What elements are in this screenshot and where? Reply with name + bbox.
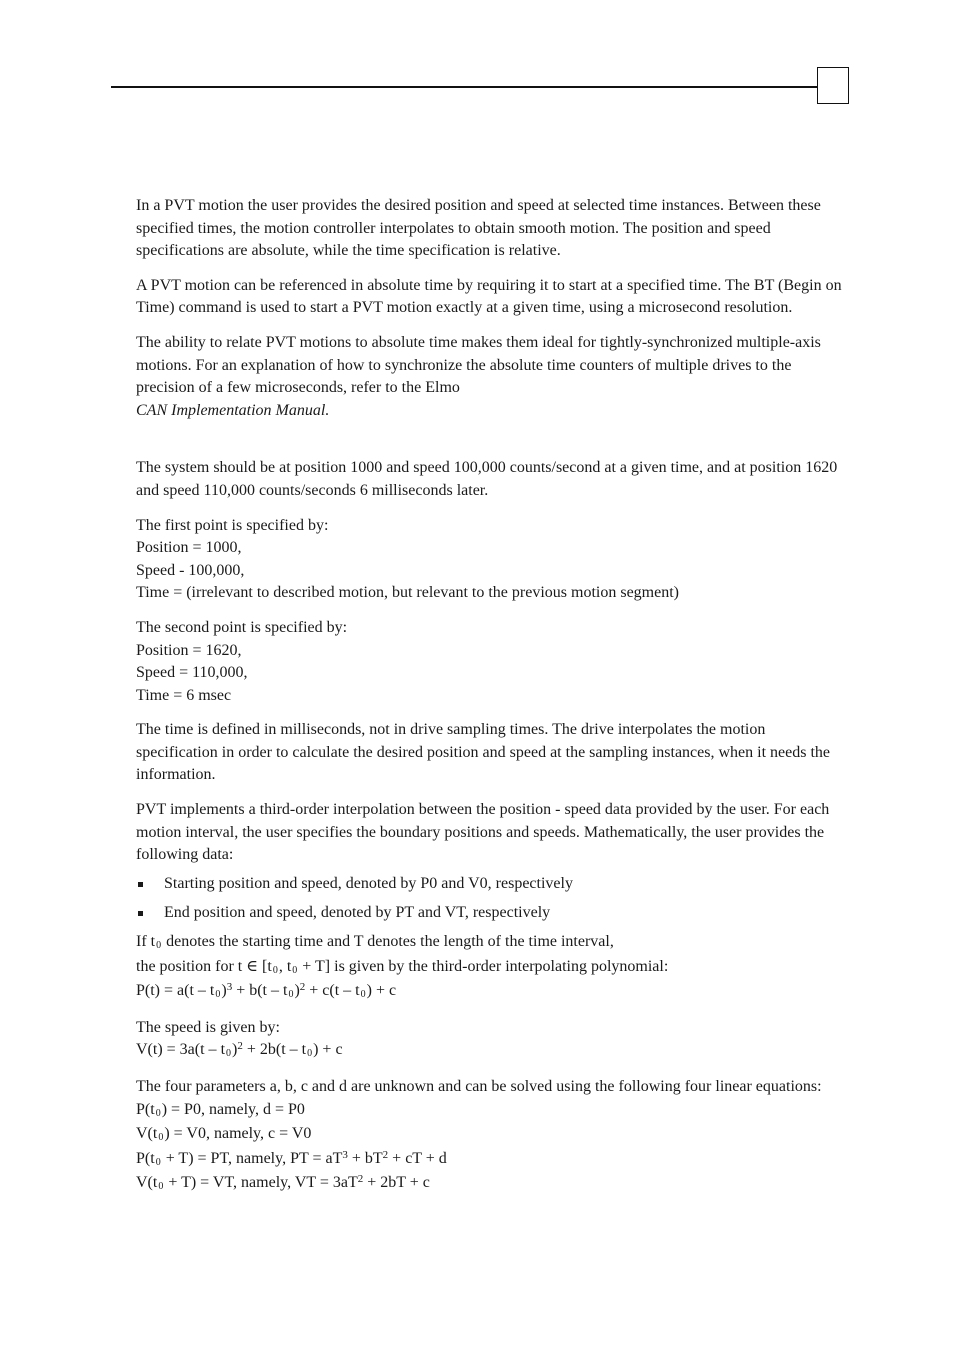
second-point-time: Time = 6 msec — [136, 686, 232, 704]
page-content — [136, 195, 848, 1197]
math-t: t — [282, 982, 288, 1000]
math-text: + bT — [347, 1149, 383, 1167]
math-text: + T) = PT, namely, PT = aT — [161, 1149, 343, 1167]
subscript-zero: 0 — [307, 1048, 313, 1060]
first-point-heading: The first point is specified by: — [136, 516, 329, 534]
intro-paragraph-3 — [136, 332, 848, 422]
time-note: The time is defined in milliseconds, not in drive sampling times. The drive interpolates the motion specification in order to calculate the desired position and speed at the sampling instances, when it needs the information. — [136, 721, 831, 784]
math-t: t — [150, 933, 156, 951]
math-text: + T) = VT, namely, VT = 3aT — [164, 1174, 358, 1192]
intro-paragraph-1: In a PVT motion the user provides the desired position and speed at selected time instances. Between these specified times, the motion controller interpolates to obtain smooth motion. The position and speed specifications are absolute, while the time specification is relative. — [136, 197, 821, 260]
intro-paragraph-3-text: The ability to relate PVT motions to absolute time makes them ideal for tightly-synchronized multiple-axis motions. For an explanation of how to synchronize the absolute time counters of multiple drives to the precision of a few microseconds, refer to the Elmo — [136, 333, 821, 397]
first-point-time: Time = (irrelevant to described motion, but relevant to the previous motion segment) — [136, 584, 679, 602]
math-text: V( — [136, 1125, 153, 1143]
math-text: the position for t ∈ [ — [136, 957, 268, 975]
math-text: ) — [294, 982, 300, 1000]
math-text: P( — [136, 1100, 151, 1118]
superscript: 2 — [382, 1148, 389, 1161]
math-t: t — [209, 982, 215, 1000]
header-rule — [111, 86, 818, 88]
math-text: P( — [136, 1149, 151, 1167]
math-t: t — [355, 982, 360, 1000]
math-text: + b(t – — [232, 982, 283, 1000]
boundary-data-list — [136, 873, 848, 925]
math-text: If — [136, 933, 147, 951]
math-t: t — [220, 1041, 226, 1059]
math-text: ) + c — [313, 1041, 343, 1059]
math-t: t — [301, 1041, 307, 1059]
superscript: 2 — [357, 1173, 364, 1186]
math-text: The speed is given by: — [136, 1018, 280, 1036]
subscript-zero: 0 — [292, 964, 298, 976]
list-item: End position and speed, denoted by PT and VT, respectively — [136, 902, 848, 925]
math-t: t — [286, 957, 292, 975]
subscript-zero: 0 — [226, 1048, 232, 1060]
math-text: ) — [221, 982, 227, 1000]
math-text: + 2b(t – — [242, 1041, 302, 1059]
subscript-zero: 0 — [215, 989, 221, 1001]
math-text: ) = P0, namely, d = P0 — [161, 1100, 305, 1118]
second-point-block — [136, 617, 848, 707]
subscript-zero: 0 — [156, 940, 162, 952]
speed-equation-block — [136, 1017, 848, 1064]
superscript: 2 — [237, 1040, 243, 1053]
example-intro: The system should be at position 1000 and speed 100,000 counts/second at a given time, and at position 1620 and speed 110,000 counts/seconds 6 milliseconds later. — [136, 459, 838, 499]
math-text: + cT + d — [388, 1149, 447, 1167]
math-t: t — [150, 1100, 155, 1118]
math-text: + c(t – — [305, 982, 356, 1000]
linear-equations-block — [136, 1076, 848, 1197]
first-point-block — [136, 515, 848, 605]
math-text: ) — [232, 1041, 238, 1059]
math-t: t — [267, 957, 272, 975]
subscript-zero: 0 — [360, 989, 366, 1001]
second-point-heading: The second point is specified by: — [136, 618, 348, 636]
interpolation-intro: PVT implements a third-order interpolation between the position - speed data provided by the user. For each motion interval, the user specifies the boundary positions and speeds. Mathematically, the user provides the following data: — [136, 801, 830, 864]
first-point-speed: Speed - 100,000, — [136, 561, 245, 579]
subscript-zero: 0 — [158, 1181, 164, 1193]
manual-reference: CAN Implementation Manual. — [136, 401, 330, 419]
math-t: t — [152, 1125, 158, 1143]
superscript: 3 — [226, 981, 233, 994]
math-t: t — [152, 1174, 158, 1192]
subscript-zero: 0 — [288, 989, 294, 1001]
math-text: ) + c — [366, 982, 397, 1000]
math-text: V( — [136, 1174, 153, 1192]
subscript-zero: 0 — [158, 1132, 164, 1144]
first-point-position: Position = 1000, — [136, 539, 242, 557]
math-text: , — [278, 957, 283, 975]
superscript: 2 — [299, 981, 306, 994]
page-number-box — [817, 67, 849, 104]
math-text: ) = V0, namely, c = V0 — [164, 1125, 312, 1143]
math-text: The four parameters a, b, c and d are unknown and can be solved using the following four linear equations: — [136, 1078, 822, 1095]
subscript-zero: 0 — [155, 1107, 161, 1119]
second-point-speed: Speed = 110,000, — [136, 664, 248, 682]
second-point-position: Position = 1620, — [136, 641, 242, 659]
math-text: P(t) = a(t – — [136, 982, 210, 1000]
math-text: + 2bT + c — [363, 1174, 430, 1192]
math-text: denotes the starting time and T denotes the length of the time interval, — [166, 933, 614, 951]
subscript-zero: 0 — [155, 1156, 161, 1168]
math-text: V(t) = 3a(t – — [136, 1041, 221, 1059]
math-t: t — [150, 1149, 155, 1167]
position-polynomial-block — [136, 931, 848, 1005]
list-item: Starting position and speed, denoted by P0 and V0, respectively — [136, 873, 848, 896]
superscript: 3 — [342, 1148, 348, 1161]
math-text: + T] is given by the third-order interpolating polynomial: — [302, 957, 669, 975]
intro-paragraph-2: A PVT motion can be referenced in absolute time by requiring it to start at a specified time. The BT (Begin on Time) command is used to start a PVT motion exactly at a given time, using a microsecond resolution. — [136, 276, 842, 317]
subscript-zero: 0 — [272, 964, 278, 976]
